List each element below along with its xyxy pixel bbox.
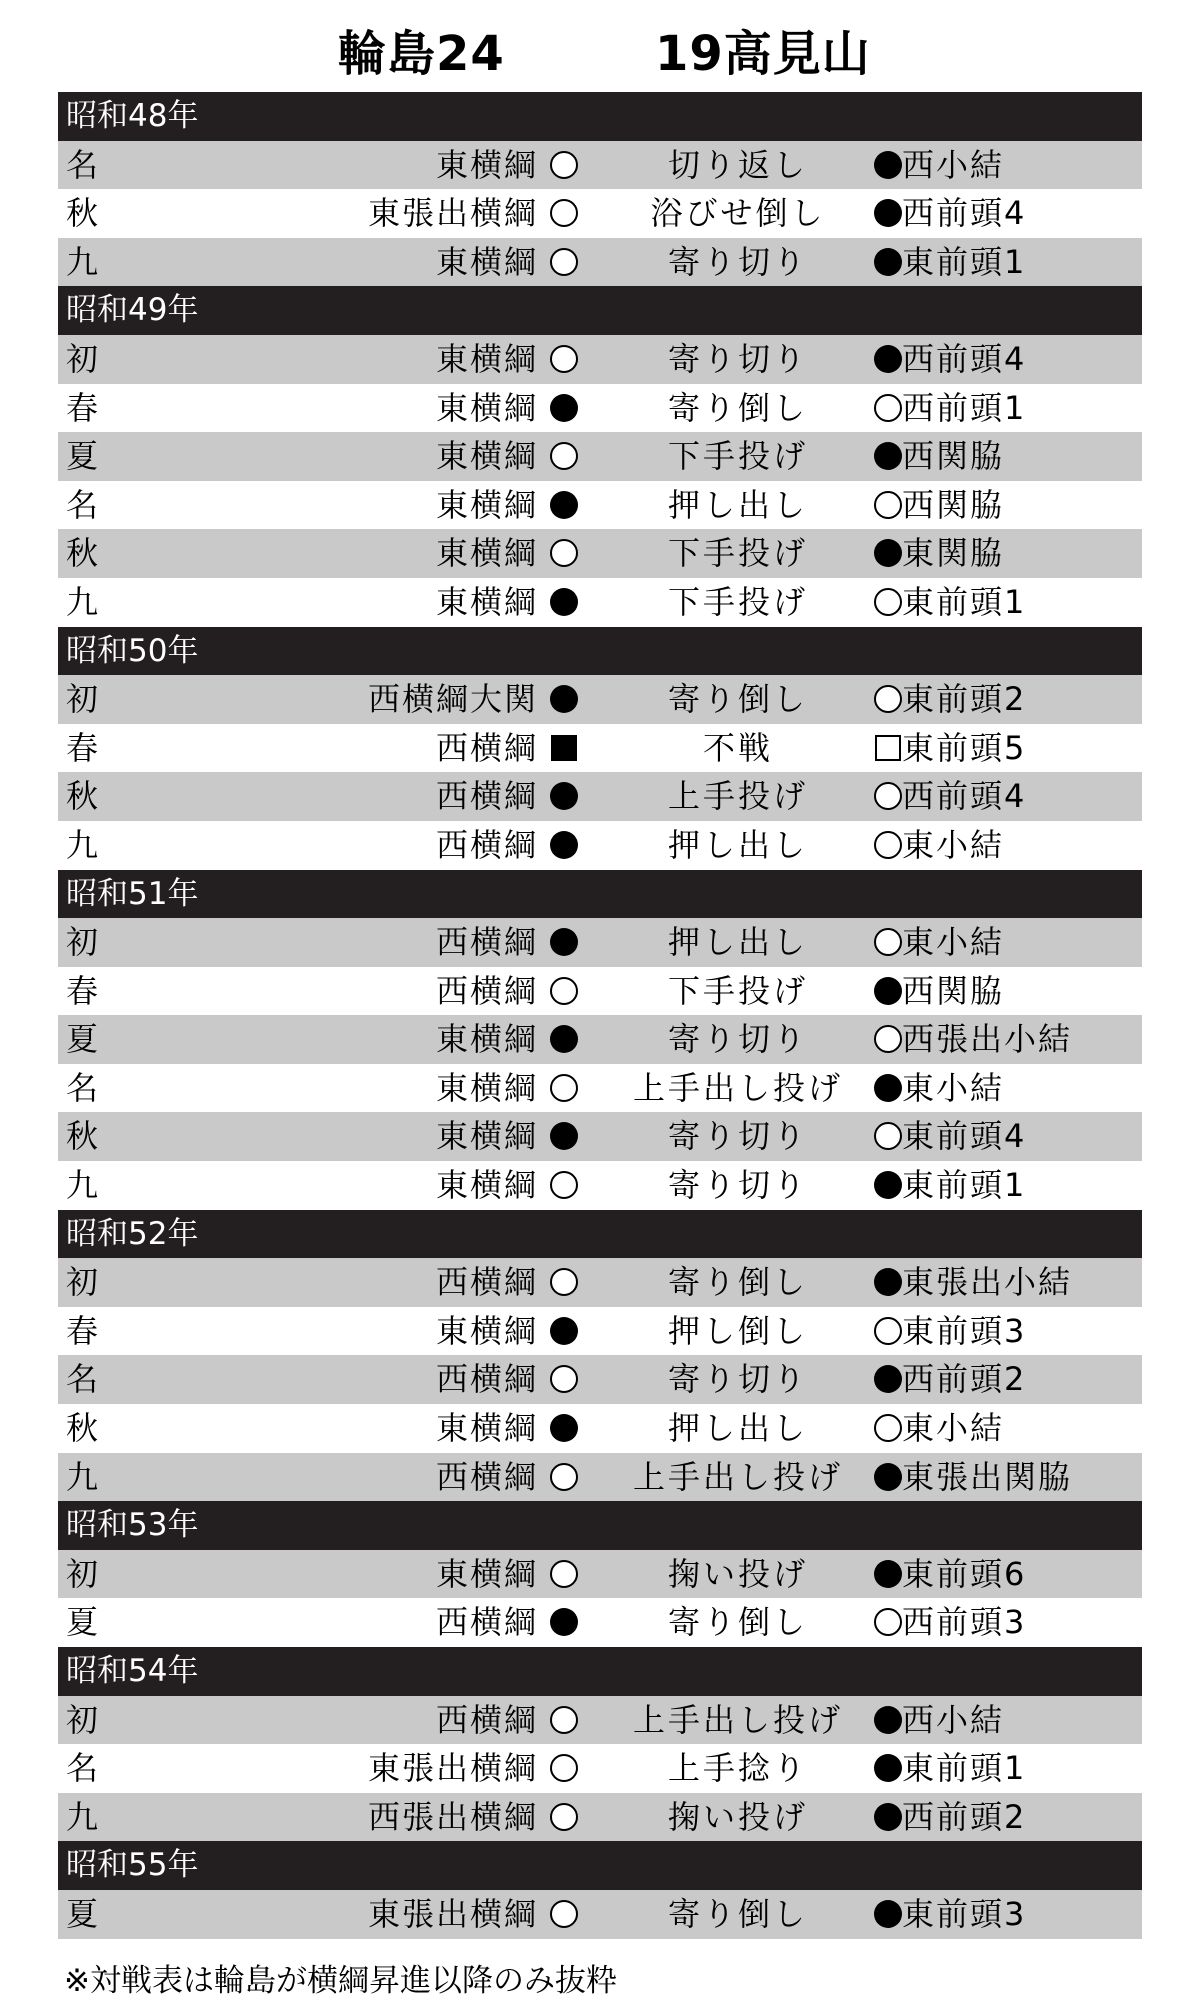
left-result-mark [544,1744,584,1793]
left-result-mark [544,724,584,773]
right-rank: 西小結 [902,145,1005,184]
white-circle-win-icon [874,588,902,616]
kimarite: 上手投げ [667,777,808,816]
right-rank: 西関脇 [902,971,1005,1010]
black-circle-loss-icon [874,1268,902,1296]
white-circle-win-icon [550,539,578,567]
kimarite: 押し出し [667,1409,808,1448]
right-result-mark [868,481,908,530]
basho-label: 初 [66,1700,99,1739]
kimarite: 切り返し [667,145,808,184]
basho-label: 春 [66,971,99,1010]
matchup-header [0,18,1200,90]
bout-row [58,578,1142,627]
bout-row [58,724,1142,773]
black-circle-loss-icon [550,1414,578,1442]
left-result-mark [544,481,584,530]
kimarite: 寄り切り [667,339,808,378]
right-result-mark [868,821,908,870]
black-circle-loss-icon [550,782,578,810]
left-result-mark [544,1696,584,1745]
basho-label: 初 [66,680,99,719]
kimarite: 上手捻り [667,1749,808,1788]
left-rank: 東張出横綱 [367,1894,538,1933]
right-result-mark [868,335,908,384]
right-rank: 東前頭4 [902,1117,1027,1156]
right-rank: 東小結 [902,923,1005,962]
footnote: ※対戦表は輪島が横綱昇進以降のみ抜粋 [64,1963,617,1999]
right-result-mark [868,1793,908,1842]
basho-label: 春 [66,388,99,427]
white-circle-win-icon [874,1414,902,1442]
basho-label: 九 [66,825,99,864]
right-result-mark [868,1550,908,1599]
left-rank: 西横綱 [435,1360,538,1399]
kimarite: 上手出し投げ [632,1457,843,1496]
basho-label: 秋 [66,1409,99,1448]
white-circle-win-icon [550,345,578,373]
basho-label: 秋 [66,194,99,233]
basho-label: 九 [66,242,99,281]
right-result-mark [868,189,908,238]
bout-row [58,1550,1142,1599]
kimarite: 寄り切り [667,242,808,281]
year-header-row [58,286,1142,335]
basho-label: 初 [66,339,99,378]
bout-row [58,529,1142,578]
left-result-mark [544,772,584,821]
left-result-mark [544,1355,584,1404]
right-rank: 西前頭4 [902,339,1027,378]
basho-label: 名 [66,1360,99,1399]
bout-row [58,675,1142,724]
kimarite: 押し出し [667,923,808,962]
left-result-mark [544,432,584,481]
kimarite: 寄り切り [667,1020,808,1059]
left-result-mark [544,578,584,627]
black-circle-loss-icon [874,1074,902,1102]
right-rank: 西関脇 [902,437,1005,476]
kimarite: 押し出し [667,825,808,864]
left-rank: 東横綱 [435,1409,538,1448]
left-result-mark [544,1890,584,1939]
left-result-mark [544,335,584,384]
black-circle-loss-icon [874,199,902,227]
bout-row [58,238,1142,287]
left-rank: 西横綱 [435,777,538,816]
left-rank: 西横綱 [435,971,538,1010]
right-result-mark [868,1112,908,1161]
bout-row [58,1598,1142,1647]
white-circle-win-icon [874,831,902,859]
right-result-mark [868,1355,908,1404]
black-circle-loss-icon [874,345,902,373]
basho-label: 初 [66,1263,99,1302]
kimarite: 寄り切り [667,1166,808,1205]
right-result-mark [868,1404,908,1453]
year-header-row [58,627,1142,676]
left-result-mark [544,967,584,1016]
right-rank: 西張出小結 [902,1020,1073,1059]
bout-row [58,481,1142,530]
white-circle-win-icon [874,782,902,810]
left-rank: 東張出横綱 [367,1749,538,1788]
left-result-mark [544,1064,584,1113]
left-result-mark [544,238,584,287]
right-result-mark [868,918,908,967]
black-circle-loss-icon [550,831,578,859]
left-rank: 東横綱 [435,1068,538,1107]
bout-row [58,1793,1142,1842]
kimarite: 掬い投げ [667,1554,808,1593]
basho-label: 秋 [66,777,99,816]
kimarite: 下手投げ [667,534,808,573]
white-circle-win-icon [550,442,578,470]
right-result-mark [868,772,908,821]
basho-label: 春 [66,1311,99,1350]
black-circle-loss-icon [874,1365,902,1393]
left-result-mark [544,1161,584,1210]
white-circle-win-icon [550,1900,578,1928]
basho-label: 九 [66,582,99,621]
white-circle-win-icon [874,1317,902,1345]
left-rank: 東横綱 [435,485,538,524]
right-rank: 東前頭6 [902,1554,1027,1593]
right-rank: 東前頭1 [902,1749,1027,1788]
basho-label: 九 [66,1457,99,1496]
right-rank: 西小結 [902,1700,1005,1739]
left-result-mark [544,1453,584,1502]
right-result-mark [868,432,908,481]
left-result-mark [544,1404,584,1453]
kimarite: 下手投げ [667,437,808,476]
right-rank: 東前頭1 [902,582,1027,621]
kimarite: 浴びせ倒し [650,194,826,233]
basho-label: 九 [66,1166,99,1205]
right-rank: 西関脇 [902,485,1005,524]
right-result-mark [868,724,908,773]
bout-row [58,1112,1142,1161]
white-circle-win-icon [550,1560,578,1588]
left-rank: 西横綱大関 [367,680,538,719]
right-rank: 西前頭4 [902,777,1027,816]
left-rank: 東横綱 [435,1020,538,1059]
left-rank: 西横綱 [435,728,538,767]
year-header-row [58,870,1142,919]
bout-row [58,772,1142,821]
bout-row [58,1453,1142,1502]
basho-label: 春 [66,728,99,767]
head-to-head-table [58,92,1142,1939]
right-result-mark [868,529,908,578]
black-circle-loss-icon [550,1025,578,1053]
left-result-mark [544,384,584,433]
year-label: 昭和52年 [66,1215,199,1252]
kimarite: 上手出し投げ [632,1068,843,1107]
white-circle-win-icon [550,1463,578,1491]
black-circle-loss-icon [550,1317,578,1345]
left-result-mark [544,1307,584,1356]
right-rank: 東張出小結 [902,1263,1073,1302]
kimarite: 下手投げ [667,971,808,1010]
left-result-mark [544,918,584,967]
black-circle-loss-icon [874,977,902,1005]
basho-label: 夏 [66,1020,99,1059]
white-circle-win-icon [874,491,902,519]
black-circle-loss-icon [874,1803,902,1831]
bout-row [58,967,1142,1016]
right-result-mark [868,1890,908,1939]
right-wrestler-title: 19高見山 [655,26,871,82]
left-rank: 西横綱 [435,825,538,864]
left-rank: 東横綱 [435,582,538,621]
kimarite: 寄り倒し [667,1263,808,1302]
bout-row [58,821,1142,870]
left-result-mark [544,1793,584,1842]
kimarite: 寄り切り [667,1360,808,1399]
basho-label: 秋 [66,534,99,573]
basho-label: 夏 [66,1894,99,1933]
basho-label: 夏 [66,1603,99,1642]
year-label: 昭和48年 [66,98,199,134]
black-circle-loss-icon [874,442,902,470]
right-result-mark [868,1161,908,1210]
right-result-mark [868,1064,908,1113]
bout-row [58,1015,1142,1064]
year-label: 昭和55年 [66,1847,199,1884]
white-circle-win-icon [874,1025,902,1053]
bout-row [58,384,1142,433]
black-circle-loss-icon [874,1560,902,1588]
left-result-mark [544,1112,584,1161]
white-circle-win-icon [550,1074,578,1102]
right-rank: 東関脇 [902,534,1005,573]
black-circle-loss-icon [550,491,578,519]
white-circle-win-icon [874,1122,902,1150]
kimarite: 寄り倒し [667,1894,808,1933]
left-result-mark [544,821,584,870]
left-rank: 東横綱 [435,339,538,378]
kimarite: 押し出し [667,485,808,524]
right-result-mark [868,675,908,724]
white-circle-win-icon [874,685,902,713]
kimarite: 上手出し投げ [632,1700,843,1739]
left-result-mark [544,675,584,724]
basho-label: 名 [66,485,99,524]
left-rank: 東横綱 [435,1166,538,1205]
right-result-mark [868,1258,908,1307]
right-rank: 東張出関脇 [902,1457,1073,1496]
left-result-mark [544,1258,584,1307]
kimarite: 押し倒し [667,1311,808,1350]
right-rank: 東前頭1 [902,242,1027,281]
right-rank: 東前頭3 [902,1894,1027,1933]
black-circle-loss-icon [550,685,578,713]
left-rank: 東横綱 [435,534,538,573]
basho-label: 名 [66,1749,99,1788]
left-wrestler-title: 輪島24 [338,26,505,82]
left-rank: 西横綱 [435,1700,538,1739]
right-result-mark [868,238,908,287]
left-rank: 西横綱 [435,1603,538,1642]
left-result-mark [544,189,584,238]
left-rank: 東横綱 [435,388,538,427]
kimarite: 寄り倒し [667,680,808,719]
basho-label: 夏 [66,437,99,476]
left-rank: 東横綱 [435,242,538,281]
white-circle-win-icon [550,151,578,179]
kimarite: 下手投げ [667,582,808,621]
left-rank: 東張出横綱 [367,194,538,233]
right-rank: 東小結 [902,1068,1005,1107]
year-label: 昭和54年 [66,1653,199,1689]
left-rank: 東横綱 [435,1117,538,1156]
left-result-mark [544,1015,584,1064]
right-result-mark [868,141,908,190]
year-header-row [58,1647,1142,1696]
white-circle-win-icon [874,928,902,956]
kimarite: 不戦 [702,728,773,767]
bout-row [58,1890,1142,1939]
black-square-fusen-win-icon [551,735,577,761]
basho-label: 九 [66,1797,99,1836]
right-rank: 西前頭1 [902,388,1027,427]
black-circle-loss-icon [874,248,902,276]
white-square-fusen-loss-icon [875,735,901,761]
left-result-mark [544,1550,584,1599]
left-result-mark [544,1598,584,1647]
white-circle-win-icon [550,1754,578,1782]
bout-row [58,1161,1142,1210]
right-result-mark [868,1744,908,1793]
bout-row [58,1258,1142,1307]
bout-row [58,189,1142,238]
bout-row [58,141,1142,190]
basho-label: 初 [66,923,99,962]
white-circle-win-icon [550,199,578,227]
left-rank: 西張出横綱 [367,1797,538,1836]
basho-label: 初 [66,1554,99,1593]
black-circle-loss-icon [874,151,902,179]
right-rank: 東前頭2 [902,680,1027,719]
white-circle-win-icon [550,1803,578,1831]
right-rank: 西前頭2 [902,1360,1027,1399]
left-rank: 西横綱 [435,1263,538,1302]
right-rank: 西前頭2 [902,1797,1027,1836]
left-rank: 東横綱 [435,1554,538,1593]
left-rank: 東横綱 [435,437,538,476]
left-rank: 西横綱 [435,1457,538,1496]
basho-label: 名 [66,145,99,184]
black-circle-loss-icon [874,1171,902,1199]
white-circle-win-icon [550,1706,578,1734]
bout-row [58,1744,1142,1793]
kimarite: 掬い投げ [667,1797,808,1836]
black-circle-loss-icon [874,1754,902,1782]
black-circle-loss-icon [874,1900,902,1928]
kimarite: 寄り倒し [667,1603,808,1642]
left-result-mark [544,529,584,578]
left-rank: 東横綱 [435,1311,538,1350]
year-header-row [58,92,1142,141]
basho-label: 秋 [66,1117,99,1156]
white-circle-win-icon [874,1608,902,1636]
year-label: 昭和51年 [66,875,199,912]
bout-row [58,335,1142,384]
year-header-row [58,1841,1142,1890]
basho-label: 名 [66,1068,99,1107]
kimarite: 寄り倒し [667,388,808,427]
bout-row [58,1696,1142,1745]
bout-row [58,1064,1142,1113]
left-rank: 西横綱 [435,923,538,962]
black-circle-loss-icon [550,1608,578,1636]
right-rank: 東前頭3 [902,1311,1027,1350]
bout-row [58,432,1142,481]
black-circle-loss-icon [874,1463,902,1491]
kimarite: 寄り切り [667,1117,808,1156]
white-circle-win-icon [550,248,578,276]
bout-row [58,1355,1142,1404]
bout-row [58,1404,1142,1453]
black-circle-loss-icon [550,928,578,956]
year-header-row [58,1210,1142,1259]
white-circle-win-icon [550,977,578,1005]
year-label: 昭和53年 [66,1507,199,1544]
black-circle-loss-icon [550,588,578,616]
left-result-mark [544,141,584,190]
year-header-row [58,1501,1142,1550]
white-circle-win-icon [550,1365,578,1393]
right-result-mark [868,384,908,433]
right-rank: 東前頭1 [902,1166,1027,1205]
right-rank: 西前頭4 [902,194,1027,233]
white-circle-win-icon [550,1268,578,1296]
white-circle-win-icon [550,1171,578,1199]
right-result-mark [868,967,908,1016]
left-rank: 東横綱 [435,145,538,184]
right-rank: 東前頭5 [902,728,1027,767]
right-result-mark [868,1015,908,1064]
black-circle-loss-icon [874,539,902,567]
year-label: 昭和49年 [66,292,199,329]
right-result-mark [868,1307,908,1356]
black-circle-loss-icon [550,394,578,422]
right-result-mark [868,1453,908,1502]
bout-row [58,1307,1142,1356]
black-circle-loss-icon [874,1706,902,1734]
right-rank: 東小結 [902,1409,1005,1448]
white-circle-win-icon [874,394,902,422]
right-result-mark [868,578,908,627]
right-result-mark [868,1696,908,1745]
black-circle-loss-icon [550,1122,578,1150]
right-rank: 東小結 [902,825,1005,864]
year-label: 昭和50年 [66,632,199,669]
right-result-mark [868,1598,908,1647]
right-rank: 西前頭3 [902,1603,1027,1642]
bout-row [58,918,1142,967]
